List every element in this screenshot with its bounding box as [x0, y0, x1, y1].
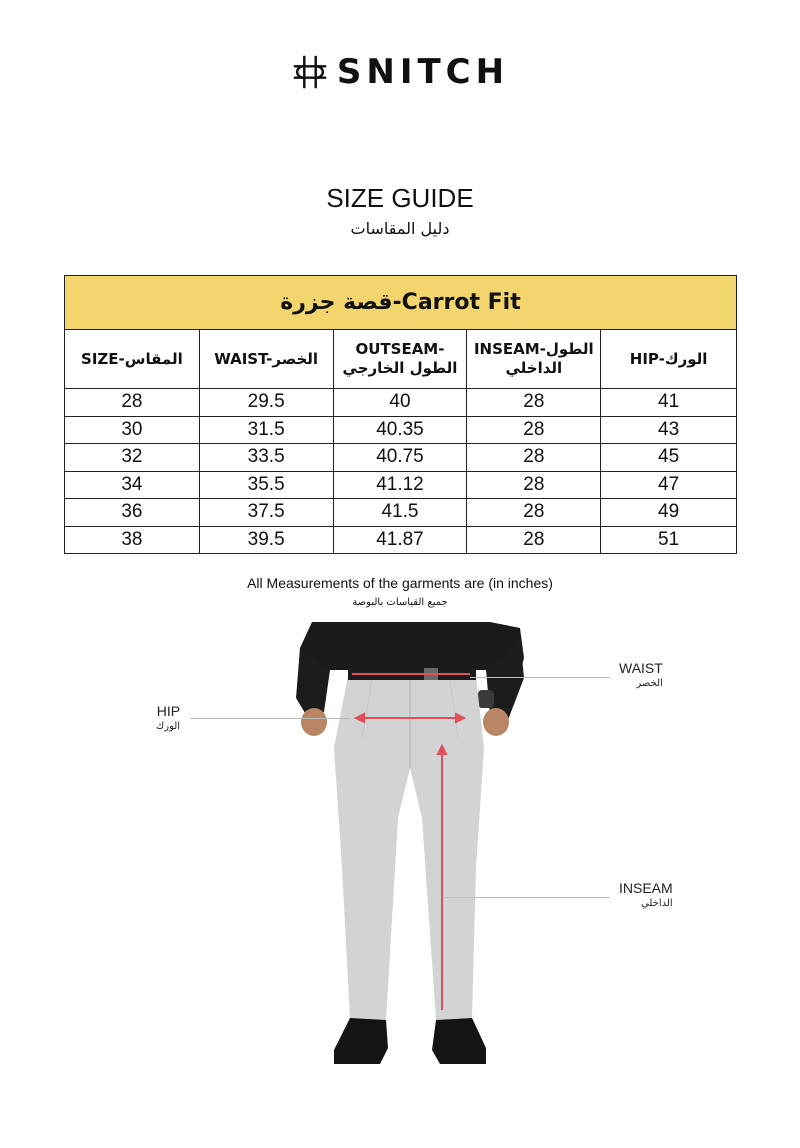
model-trousers-illustration	[290, 618, 530, 1068]
table-cell: 47	[601, 471, 737, 499]
table-cell: 32	[65, 444, 200, 472]
left-shoe	[334, 1018, 388, 1064]
column-header-line: SIZE-المقاس	[81, 349, 183, 368]
column-header-line: WAIST-الخصر	[214, 349, 319, 368]
table-cell: 40.35	[333, 416, 467, 444]
size-table	[64, 275, 737, 554]
column-header-row	[65, 330, 737, 389]
table-cell: 31.5	[199, 416, 333, 444]
watch-icon	[478, 690, 494, 708]
left-hand	[301, 708, 327, 736]
table-cell: 41	[601, 389, 737, 417]
table-cell: 39.5	[199, 526, 333, 554]
page-title: SIZE GUIDE	[326, 183, 474, 213]
column-header-line: INSEAM-الطول	[473, 340, 594, 358]
table-cell: 51	[601, 526, 737, 554]
table-cell: 45	[601, 444, 737, 472]
table-cell: 28	[467, 499, 601, 527]
table-cell: 28	[65, 389, 200, 417]
column-header-size	[65, 330, 200, 389]
hip-guide-line	[190, 718, 350, 719]
table-row	[65, 444, 737, 472]
trousers	[334, 676, 484, 1020]
waist-guide-line	[470, 677, 610, 678]
column-header-outseam	[333, 330, 467, 389]
waist-label	[619, 660, 663, 689]
measurement-note-arabic: جميع القياسات بالبوصة	[352, 597, 448, 608]
inseam-guide-line	[445, 897, 610, 898]
waist-label-ar: الخصر	[636, 678, 663, 689]
table-row	[65, 416, 737, 444]
table-cell: 49	[601, 499, 737, 527]
column-header-line: HIP-الورك	[629, 349, 708, 368]
right-hand	[483, 708, 509, 736]
table-cell: 29.5	[199, 389, 333, 417]
column-header-line: الطول الخارجي	[342, 359, 458, 377]
table-cell: 41.12	[333, 471, 467, 499]
right-shoe	[432, 1018, 486, 1064]
page-title-arabic: دليل المقاسات	[350, 219, 450, 238]
column-header-hip	[601, 330, 737, 389]
table-cell: 38	[65, 526, 200, 554]
measurement-note: All Measurements of the garments are (in inches)	[247, 575, 553, 591]
table-cell: 28	[467, 416, 601, 444]
table-cell: 40.75	[333, 444, 467, 472]
table-cell: 35.5	[199, 471, 333, 499]
waist-label-en: WAIST	[619, 660, 663, 676]
hip-label-ar: الورك	[156, 721, 181, 732]
table-cell: 34	[65, 471, 200, 499]
table-cell: 30	[65, 416, 200, 444]
table-cell: 41.87	[333, 526, 467, 554]
brand-name: SNITCH	[336, 52, 510, 92]
column-header-line: الداخلي	[505, 359, 563, 377]
column-header-waist	[199, 330, 333, 389]
column-header-inseam	[467, 330, 601, 389]
inseam-label-en: INSEAM	[619, 880, 673, 896]
inseam-label-ar: الداخلي	[641, 898, 673, 909]
inseam-label	[619, 880, 673, 909]
table-cell: 28	[467, 526, 601, 554]
table-row	[65, 499, 737, 527]
column-header-line: OUTSEAM-	[355, 340, 445, 358]
brand-header	[0, 52, 800, 92]
table-cell: 36	[65, 499, 200, 527]
fit-title: Carrot Fit-قصة جزرة	[65, 276, 737, 330]
snitch-logo-icon	[291, 53, 329, 91]
table-row	[65, 471, 737, 499]
table-cell: 28	[467, 471, 601, 499]
table-cell: 33.5	[199, 444, 333, 472]
hip-label-en: HIP	[156, 703, 181, 719]
table-cell: 28	[467, 389, 601, 417]
table-cell: 40	[333, 389, 467, 417]
fit-title-row	[65, 276, 737, 330]
table-cell: 37.5	[199, 499, 333, 527]
table-cell: 28	[467, 444, 601, 472]
table-cell: 41.5	[333, 499, 467, 527]
table-cell: 43	[601, 416, 737, 444]
table-row	[65, 526, 737, 554]
hip-label	[156, 703, 180, 732]
table-row	[65, 389, 737, 417]
